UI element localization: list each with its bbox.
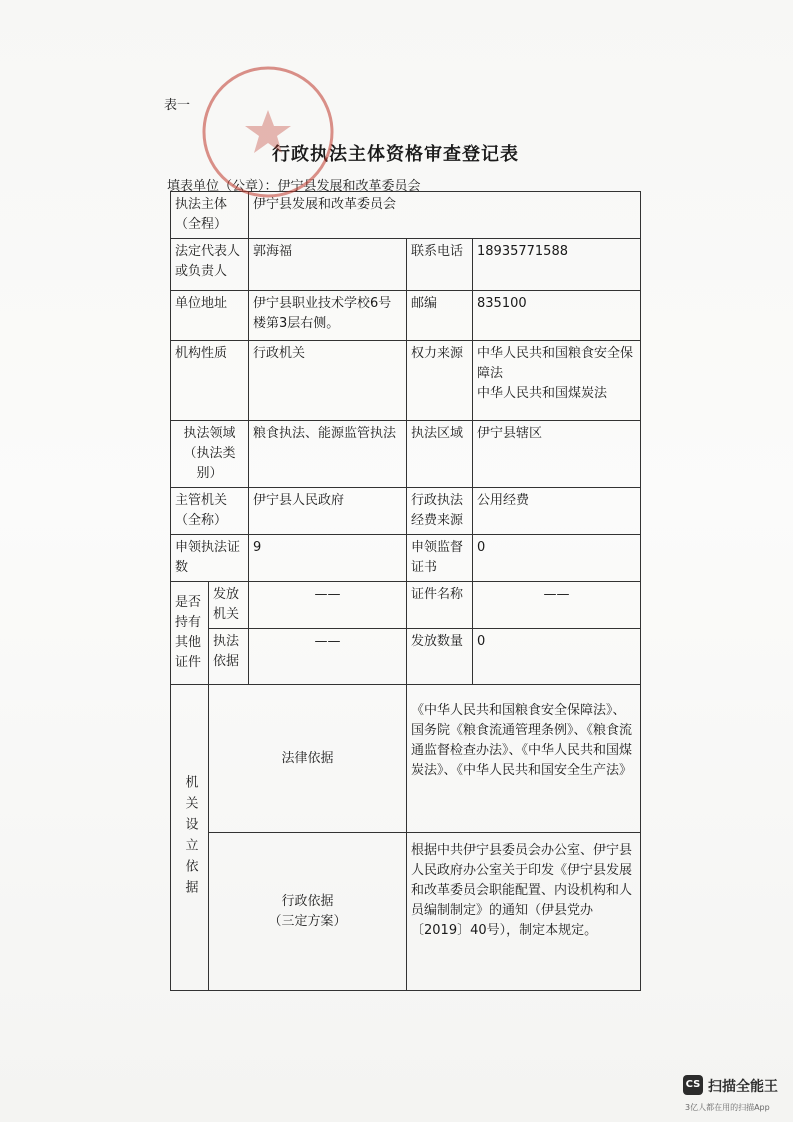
nature-value: 行政机关 [249, 341, 407, 421]
basis-value: —— [249, 629, 407, 685]
table-row [171, 833, 641, 991]
funding-value: 公用经费 [473, 488, 641, 535]
phone-label: 联系电话 [407, 239, 473, 291]
admin-basis-label [209, 833, 407, 991]
admin-basis-value: 根据中共伊宁县委员会办公室、伊宁县人民政府办公室关于印发《伊宁县发展和改革委员会职能配置、内设机构和人员编制制定》的通知（伊县党办〔2019〕40号），制定本规定。 [407, 833, 641, 991]
issuer-value: —— [249, 582, 407, 629]
field-value: 粮食执法、能源监管执法 [249, 421, 407, 488]
postcode-value: 835100 [473, 291, 641, 341]
cert-name-label: 证件名称 [407, 582, 473, 629]
other-cert-label: 是否持有其他证件 [171, 582, 209, 685]
registration-table [170, 191, 641, 991]
table-row [171, 685, 641, 833]
supervise-cert-value: 0 [473, 535, 641, 582]
cert-name-value: —— [473, 582, 641, 629]
table-row [171, 341, 641, 421]
legal-rep-label: 法定代表人或负责人 [171, 239, 249, 291]
area-label: 执法区域 [407, 421, 473, 488]
field-label: 执法领域（执法类别） [171, 421, 249, 488]
supervise-cert-label: 申领监督证书 [407, 535, 473, 582]
establish-label-cell [171, 685, 209, 991]
power-source-law-1: 中华人民共和国粮食安全保障法 [477, 346, 634, 381]
issuer-label: 发放机关 [209, 582, 249, 629]
authority-value: 伊宁县人民政府 [249, 488, 407, 535]
postcode-label: 邮编 [407, 291, 473, 341]
address-label: 单位地址 [171, 291, 249, 341]
authority-label: 主管机关（全称） [171, 488, 249, 535]
area-value: 伊宁县辖区 [473, 421, 641, 488]
establish-label: 机关设立依据 [182, 774, 198, 901]
table-row [171, 192, 641, 239]
basis-label: 执法依据 [209, 629, 249, 685]
table-row [171, 488, 641, 535]
power-source-label: 权力来源 [407, 341, 473, 421]
admin-basis-label-1: 行政依据 [281, 893, 334, 909]
table-row [171, 629, 641, 685]
scanner-logo-icon: CS [683, 1075, 703, 1095]
table-row [171, 535, 641, 582]
nature-label: 机构性质 [171, 341, 249, 421]
power-source-value [473, 341, 641, 421]
admin-basis-label-2: （三定方案） [268, 913, 347, 929]
subject-label: 执法主体（全程） [171, 192, 249, 239]
issued-count-label: 发放数量 [407, 629, 473, 685]
scanner-app-name: 扫描全能王 [708, 1079, 778, 1095]
power-source-law-2: 中华人民共和国煤炭法 [477, 386, 608, 401]
phone-value: 18935771588 [473, 239, 641, 291]
funding-label: 行政执法经费来源 [407, 488, 473, 535]
fill-unit-value: 伊宁县发展和改革委员会 [277, 179, 421, 194]
table-row [171, 291, 641, 341]
table-row [171, 582, 641, 629]
fill-unit-label: 填表单位（公章）： [167, 179, 278, 194]
law-basis-label: 法律依据 [209, 685, 407, 833]
law-basis-value: 《中华人民共和国粮食安全保障法》、国务院《粮食流通管理条例》、《粮食流通监督检查办法》、《中华人民共和国煤炭法》、《中华人民共和国安全生产法》 [407, 685, 641, 833]
cert-count-value: 9 [249, 535, 407, 582]
scanner-tagline: 3亿人都在用的扫描App [685, 1103, 770, 1112]
table-row [171, 239, 641, 291]
page-title: 行政执法主体资格审查登记表 [272, 144, 519, 165]
sheet-label: 表一 [164, 98, 191, 113]
cert-count-label: 申领执法证数 [171, 535, 249, 582]
subject-value: 伊宁县发展和改革委员会 [249, 192, 641, 239]
table-row [171, 421, 641, 488]
issued-count-value: 0 [473, 629, 641, 685]
legal-rep-value: 郭海福 [249, 239, 407, 291]
address-value: 伊宁县职业技术学校6号楼第3层右侧。 [249, 291, 407, 341]
